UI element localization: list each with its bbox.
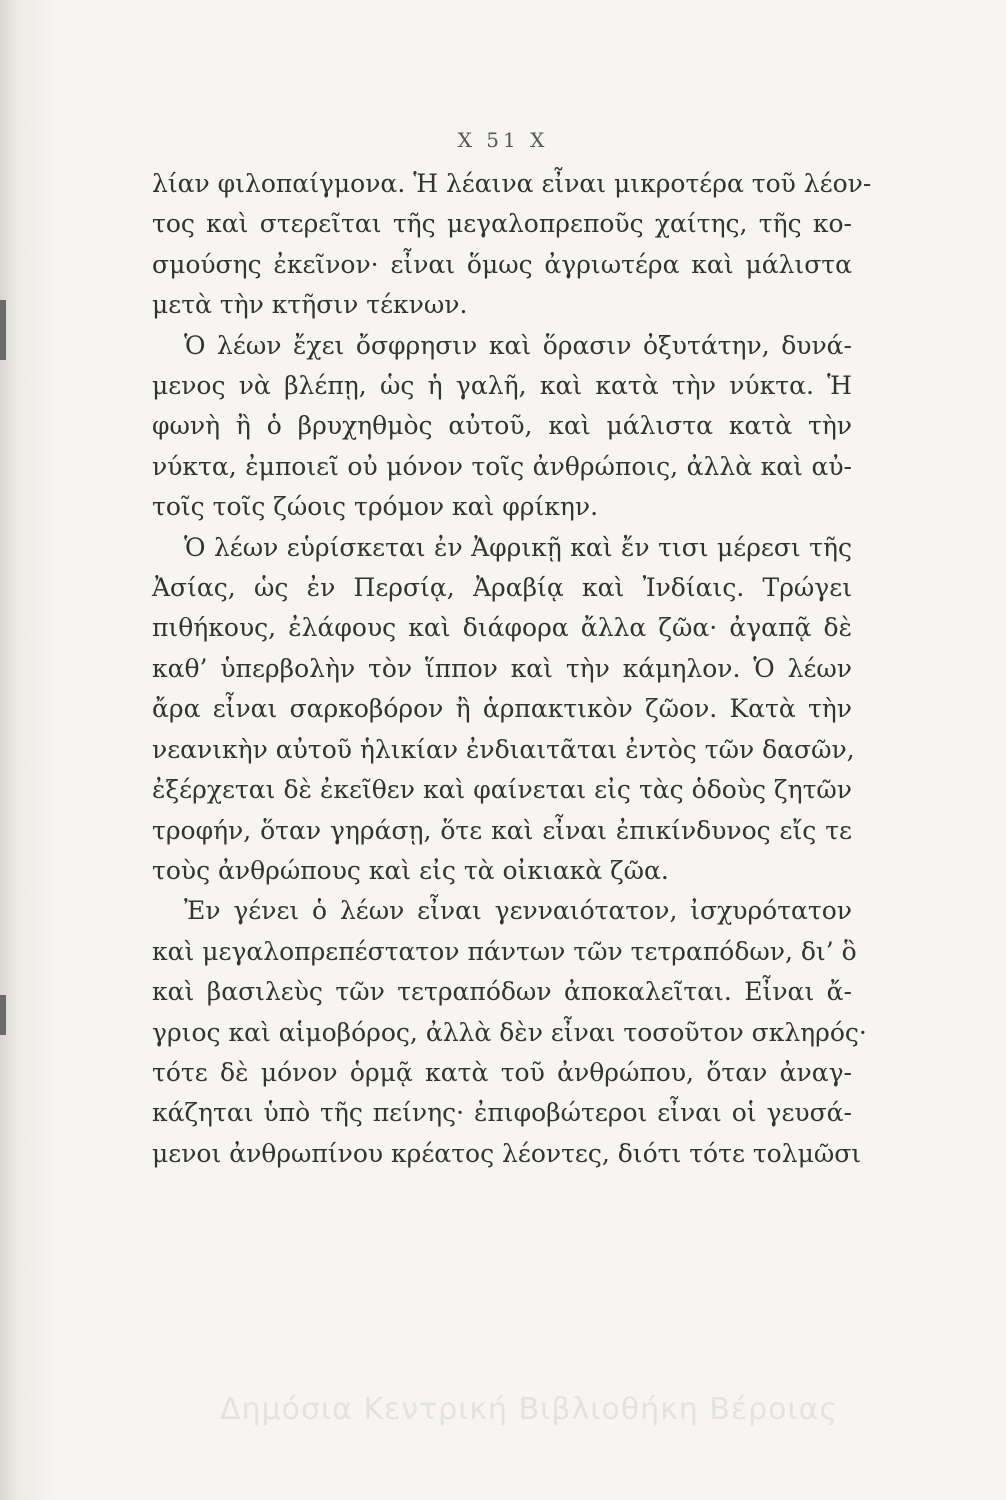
library-watermark: Δημόσια Κεντρική Βιβλιοθήκη Βέροιας: [220, 1392, 839, 1427]
text-line: ἐξέρχεται δὲ ἐκεῖθεν καὶ φαίνεται εἰς τὰς ὁδοὺς ζητῶν: [152, 775, 852, 805]
text-line: λίαν φιλοπαίγμονα. Ἡ λέαινα εἶναι μικροτέρα τοῦ λέον-: [152, 169, 872, 198]
text-line: καὶ βασιλεὺς τῶν τετραπόδων ἀποκαλεῖται. Εἶναι ἄ-: [152, 977, 852, 1007]
text-line: Ἀσίας, ὡς ἐν Περσίᾳ, Ἀραβίᾳ καὶ Ἰνδίαις. Τρώγει: [152, 573, 852, 603]
text-line: νύκτα, ἐμποιεῖ οὐ μόνον τοῖς ἀνθρώποις, ἀλλὰ καὶ αὐ-: [152, 451, 852, 481]
page-number-header: Χ 51 Χ: [457, 128, 549, 152]
binding-edge-mark: [0, 995, 6, 1035]
text-line: ἄρα εἶναι σαρκοβόρον ἢ ἁρπακτικὸν ζῶον. Κατὰ τὴν: [152, 694, 852, 724]
text-line: κάζηται ὑπὸ τῆς πείνης· ἐπιφοβώτεροι εἶναι οἱ γευσά-: [152, 1098, 852, 1128]
text-line: καὶ μεγαλοπρεπέστατον πάντων τῶν τετραπόδων, δι’ ὃ: [152, 936, 857, 966]
text-line: τροφήν, ὅταν γηράσῃ, ὅτε καὶ εἶναι ἐπικίνδυνος εἴς τε: [152, 815, 852, 845]
text-line: τος καὶ στερεῖται τῆς μεγαλοπρεποῦς χαίτης, τῆς κο-: [152, 209, 852, 239]
text-line: μενοι ἀνθρωπίνου κρέατος λέοντες, διότι τότε τολμῶσι: [152, 1138, 862, 1168]
text-line: τότε δὲ μόνον ὁρμᾷ κατὰ τοῦ ἀνθρώπου, ὅταν ἀναγ-: [152, 1057, 852, 1087]
body-text: [152, 164, 872, 1174]
binding-edge-mark: [0, 300, 6, 360]
text-line: πιθήκους, ἐλάφους καὶ διάφορα ἄλλα ζῶα· ἀγαπᾷ δὲ: [152, 613, 852, 643]
text-line: νεανικὴν αὐτοῦ ἡλικίαν ἐνδιαιτᾶται ἐντὸς τῶν δασῶν,: [152, 734, 855, 764]
text-line: Ἐν γένει ὁ λέων εἶναι γενναιότατον, ἰσχυρότατον: [184, 896, 852, 926]
text-line: σμούσης ἐκεῖνον· εἶναι ὅμως ἀγριωτέρα καὶ μάλιστα: [152, 249, 852, 279]
text-line: φωνὴ ἢ ὁ βρυχηθμὸς αὐτοῦ, καὶ μάλιστα κατὰ τὴν: [152, 411, 852, 441]
text-line: Ὁ λέων εὑρίσκεται ἐν Ἀφρικῇ καὶ ἔν τισι μέρεσι τῆς: [184, 532, 852, 562]
text-line: μενος νὰ βλέπῃ, ὡς ἡ γαλῆ, καὶ κατὰ τὴν νύκτα. Ἡ: [152, 371, 852, 401]
text-line: τοῖς τοῖς ζώοις τρόμον καὶ φρίκην.: [152, 492, 599, 522]
text-line: Ὁ λέων ἔχει ὄσφρησιν καὶ ὅρασιν ὀξυτάτην, δυνά-: [184, 330, 852, 360]
text-line: γριος καὶ αἱμοβόρος, ἀλλὰ δὲν εἶναι τοσοῦτον σκληρός·: [152, 1017, 867, 1047]
text-line: τοὺς ἀνθρώπους καὶ εἰς τὰ οἰκιακὰ ζῶα.: [152, 855, 669, 885]
text-line: μετὰ τὴν κτῆσιν τέκνων.: [152, 290, 468, 320]
text-line: καθ’ ὑπερβολὴν τὸν ἵππον καὶ τὴν κάμηλον. Ὁ λέων: [152, 653, 852, 683]
